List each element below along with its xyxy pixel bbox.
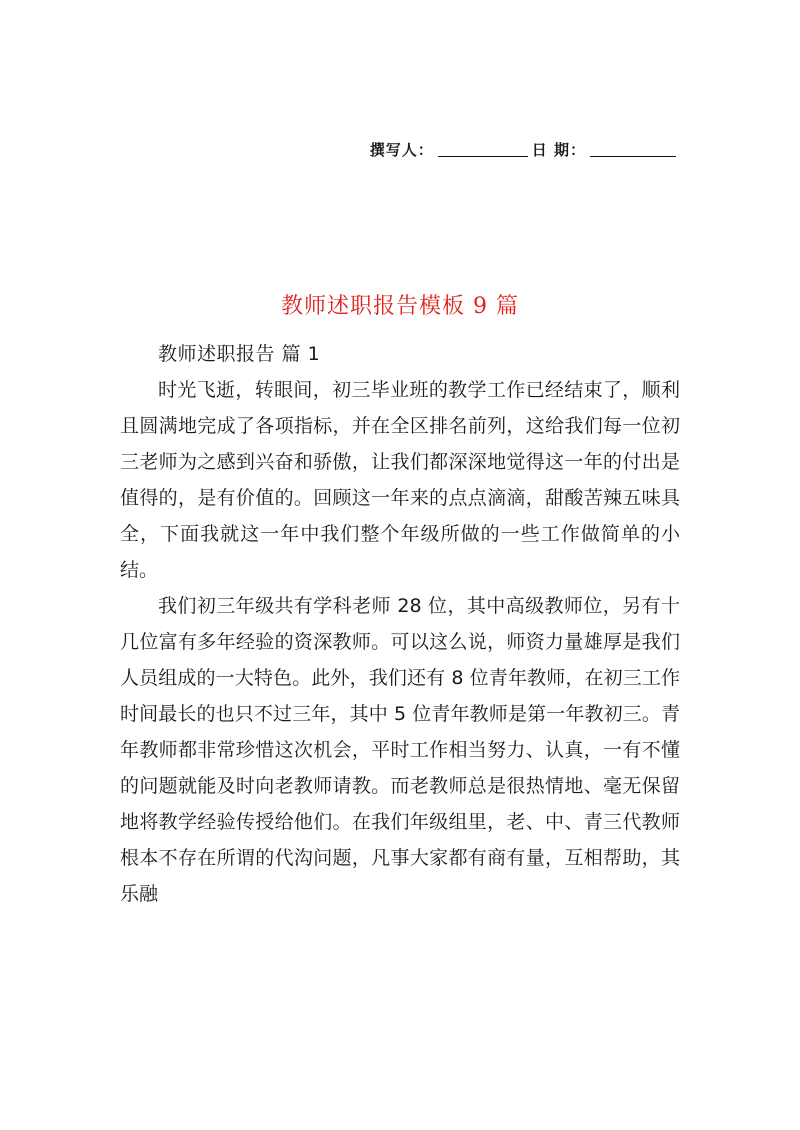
author-label: 撰写人： — [369, 141, 434, 159]
author-blank-line — [438, 155, 528, 157]
document-title: 教师述职报告模板 9 篇 — [281, 294, 519, 319]
section-subtitle: 教师述职报告 篇 1 — [158, 343, 321, 365]
document-body — [120, 336, 680, 912]
date-label: 日 期： — [531, 141, 586, 159]
paragraph-1: 时光飞逝，转眼间，初三毕业班的教学工作已经结束了，顺利且圆满地完成了各项指标，并在全区排名前列，这给我们每一位初三老师为之感到兴奋和骄傲，让我们都深深地觉得这一年的付出是值得的，是有价值的。回顾这一年来的点点滴滴，甜酸苦辣五味具全，下面我就这一年中我们整个年级所做的一些工作做简单的小结。 — [120, 379, 680, 581]
date-blank-line — [590, 155, 676, 157]
header-signature-line — [370, 139, 680, 160]
paragraph-2: 我们初三年级共有学科老师 28 位，其中高级教师位，另有十几位富有多年经验的资深教师。可以这么说，师资力量雄厚是我们人员组成的一大特色。此外，我们还有 8 位青年教师，在初三工作时间最长的也只不过三年，其中 5 位青年教师是第一年教初三。青年教师都非常珍惜这次机会，平时工作相当努力、认真，一有不懂的问题就能及时向老教师请教。而老教师总是很热情地、毫无保留地将教学经验传授给他们。在我们年级组里，老、中、青三代教师根本不存在所谓的代沟问题，凡事大家都有商有量，互相帮助，其乐融 — [120, 595, 680, 905]
